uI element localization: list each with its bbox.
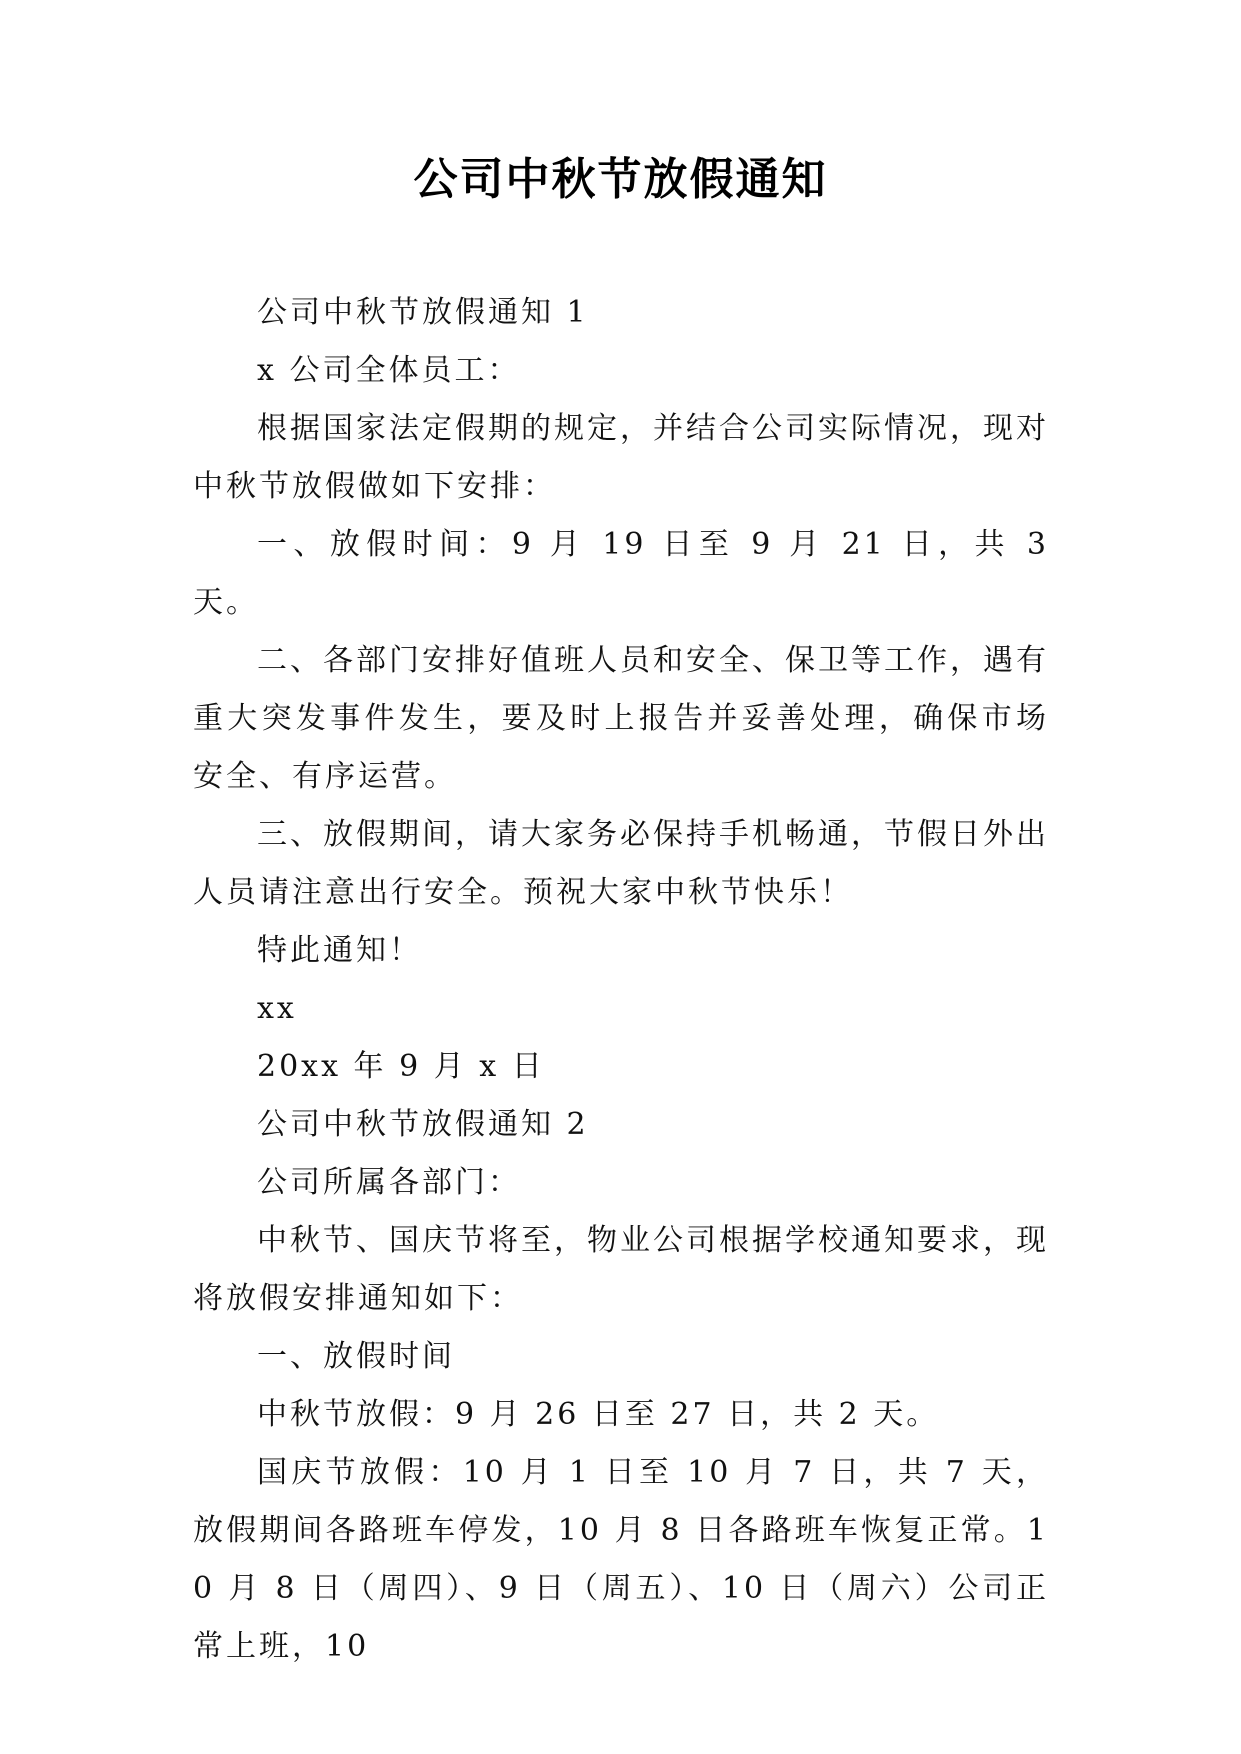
paragraph-national-day-holiday: 国庆节放假：10 月 1 日至 10 月 7 日，共 7 天，放假期间各路班车停发，10 月 8 日各路班车恢复正常。10 月 8 日（周四）、9 日（周五）、10 日（周六）公司正常上班，10: [193, 1455, 1049, 1664]
paragraph-signature: xx: [257, 991, 297, 1026]
paragraph-salutation-1: x 公司全体员工：: [257, 353, 521, 388]
paragraph-mid-autumn-holiday: 中秋节放假：9 月 26 日至 27 日，共 2 天。: [257, 1397, 940, 1432]
paragraph-section-holiday-time: 一、放假时间: [257, 1339, 455, 1374]
document-body: [193, 284, 1049, 1676]
document-title: 公司中秋节放假通知: [413, 154, 828, 205]
paragraph-safety-reminder: 三、放假期间，请大家务必保持手机畅通，节假日外出人员请注意出行安全。预祝大家中秋节快乐！: [193, 817, 1049, 910]
paragraph-date: 20xx 年 9 月 x 日: [257, 1049, 545, 1084]
paragraph-salutation-2: 公司所属各部门：: [257, 1165, 521, 1200]
paragraph-notice-2-heading: 公司中秋节放假通知 2: [257, 1107, 589, 1142]
paragraph-intro-1: 根据国家法定假期的规定，并结合公司实际情况，现对中秋节放假做如下安排：: [193, 411, 1049, 504]
paragraph-closing: 特此通知！: [257, 933, 422, 968]
paragraph-intro-2: 中秋节、国庆节将至，物业公司根据学校通知要求，现将放假安排通知如下：: [193, 1223, 1049, 1316]
paragraph-duty-arrangement: 二、各部门安排好值班人员和安全、保卫等工作，遇有重大突发事件发生，要及时上报告并妥善处理，确保市场安全、有序运营。: [193, 643, 1049, 794]
paragraph-notice-1-heading: 公司中秋节放假通知 1: [257, 295, 589, 330]
paragraph-holiday-time-1: 一、放假时间：9 月 19 日至 9 月 21 日，共 3 天。: [193, 527, 1049, 620]
